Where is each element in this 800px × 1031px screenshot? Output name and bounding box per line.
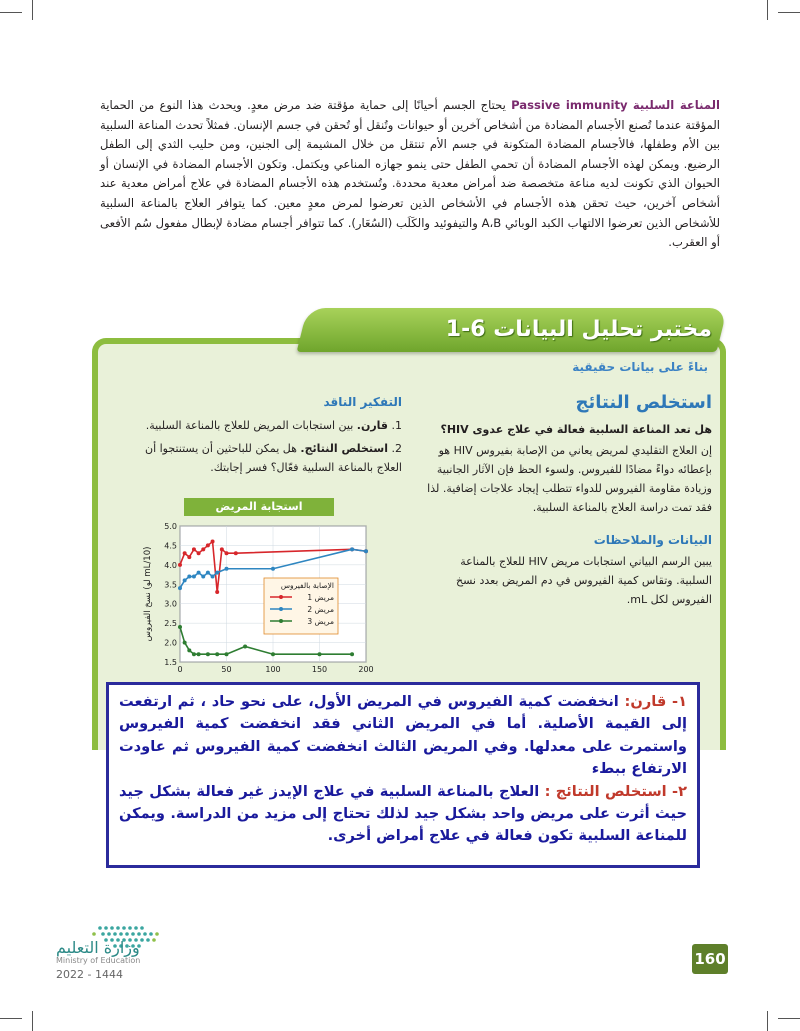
legend-marker [279,619,283,623]
data-point [187,555,191,559]
heading-draw-conclusions: استخلص النتائج [575,392,712,413]
page-number: 160 [692,944,728,974]
legend-marker [279,607,283,611]
data-point [187,575,191,579]
ministry-name-arabic: وزارة التعليم [56,938,140,957]
data-heading: البيانات والملاحظات [593,533,712,547]
item-text: هل يمكن للباحثين أن يستنتجوا أن العلاج بالمناعة السلبية فعّال؟ فسر إجابتك. [145,442,402,474]
data-point [192,652,196,656]
data-point [201,575,205,579]
data-point [183,551,187,555]
data-point [183,641,187,645]
data-point [178,625,182,629]
answer-conclusion-label: ٢- استخلص النتائج : [544,782,687,800]
item-number: 1. [391,419,402,432]
y-axis-label: نسخ الفيروس (لو mL/10) [143,546,153,642]
data-point [225,652,229,656]
data-point [192,547,196,551]
y-tick-label: 4.0 [164,560,177,570]
data-point [197,551,201,555]
data-point [215,590,219,594]
x-tick-label: 100 [265,665,281,674]
legend-label: مريض 2 [307,605,334,614]
data-point [197,652,201,656]
item-text: بين استجابات المريض للعلاج بالمناعة السلبية. [145,419,357,432]
crop-mark [32,0,33,20]
lab-right-column [422,393,712,609]
x-tick-label: 150 [311,665,328,674]
data-point [183,578,187,582]
data-point [215,571,219,575]
legend-marker [279,595,283,599]
edition-year: 2022 - 1444 [56,968,123,981]
data-point [271,567,275,571]
data-point [243,644,247,648]
item-number: 2. [391,442,402,455]
answer-conclusion-text: العلاج بالمناعة السلبية في علاج الإيدز غير فعالة بشكل جيد حيث أثرت على مريض واحد بشكل جيد لذلك تحتاج إلى مزيد من الدراسة. ويمكن للمناعة السلبية تكون فعالة في علاج أمراض أخرى. [119,782,687,845]
question-text: إن العلاج التقليدي لمريض يعاني من الإصابة بفيروس HIV هو بإعطائه دواءً مضادًا للفيروس. ولسوء الحظ فإن الآثار الجانبية وزيادة مقاومة الفيروس للدواء تتطلب إيجاد علاجات إضافية. لذا فقد تمت دراسة العلاج بالمناعة السلبية. [427,444,712,514]
data-point [206,543,210,547]
critical-thinking-heading: التفكير الناقد [323,395,402,409]
term-english: Passive immunity [511,98,628,112]
data-point [271,652,275,656]
data-point [211,540,215,544]
y-tick-label: 5.0 [164,522,177,531]
data-point [225,551,229,555]
question-heading: هل تعد المناعة السلبية فعالة في علاج عدوى HIV؟ [440,423,712,436]
item-label: قارن. [356,419,388,432]
intro-text: يحتاج الجسم أحيانًا إلى حماية مؤقتة ضد مرض معدٍ. ويحدث هذا النوع من الحماية المؤقتة عندما تُصنع الأجسام المضادة من أشخاص آخرين أو حيوانات وتُنقل أو تُحقن في جسم الإنسان. فمثلاً تحدث المناعة السلبية بين الأم وطفلها، فالأجسام المضادة المتكونة في جسم الأم تنتقل من خلال المشيمة إلى الجنين، ومن حليب الثدي إلى الطفل الرضيع. ويمكن لهذه الأجسام المضادة أن تحمي الطفل حتى ينمو جهازه المناعي ويكتمل. وتكون الأجسام المضادة في الإنسان أو الحيوان الذي تكونت لديه مناعة متخصصة ضد أمراض معدية محددة. وتُستخدم هذه الأجسام المضادة في علاج أمراض معدية عند أشخاص آخرين، حيث تحقن هذه الأجسام في الأشخاص الذين تعرضوا لمرض معدٍ معين. كما يتوافر العلاج بالمناعة السلبية للأشخاص الذين تعرضوا الالتهاب الكبد الوبائي A،B والتيفوئيد والكَلَب (السُعَار). كما تتوافر أجسام مضادة لإبطال مفعول سُم الأفعى أو العقرب. [100,98,720,250]
chart-title: استجابة المريض [184,498,334,516]
term-arabic: المناعة السلبية [632,98,720,112]
chart-svg [136,498,376,678]
answer-compare-label: ١- قارن: [624,693,687,710]
y-tick-label: 1.5 [164,658,177,667]
data-point [197,571,201,575]
y-tick-label: 2.0 [164,638,177,648]
data-point [178,563,182,567]
thinking-item-1 [132,416,402,435]
data-point [364,549,368,553]
data-point [201,547,205,551]
intro-paragraph [100,96,720,253]
x-tick-label: 0 [177,665,183,674]
data-point [220,547,224,551]
lab-title: مختبر تحليل البيانات 6-1 [445,317,712,342]
y-tick-label: 2.5 [164,619,177,629]
item-label: استخلص النتائج. [300,442,388,455]
legend-label: مريض 3 [307,617,334,626]
y-tick-label: 3.5 [164,580,177,590]
data-point [225,567,229,571]
data-point [318,652,322,656]
answer-box [106,682,700,868]
lab-subtitle: بناءً على بيانات حقيقية [572,360,708,374]
crop-mark [0,12,22,13]
ministry-name-english: Ministry of Education [56,956,141,965]
x-tick-label: 50 [221,665,232,674]
data-point [206,571,210,575]
patient-response-chart [136,498,376,678]
data-point [211,575,215,579]
data-point [350,547,354,551]
data-point [192,575,196,579]
crop-mark [778,12,800,13]
data-point [187,648,191,652]
crop-mark [767,1011,768,1031]
y-tick-label: 3.0 [164,599,177,609]
data-point [206,652,210,656]
thinking-item-2 [132,439,402,477]
lab-left-column [132,393,402,481]
answer-compare-text: انخفضت كمية الفيروس في المريض الأول، على نحو حاد ، ثم ارتفعت إلى القيمة الأصلية. أما في المريض الثاني فقد انخفضت كمية الفيروس واستمرت على معدلها. وفي المريض الثالث انخفضت كمية الفيروس ثم عاودت الارتفاع ببطء [119,693,687,778]
data-point [350,652,354,656]
crop-mark [0,1018,22,1019]
legend-label: مريض 1 [307,593,334,602]
data-point [215,652,219,656]
crop-mark [32,1011,33,1031]
data-text: يبين الرسم البياني استجابات مريض HIV للعلاج بالمناعة السلبية. وتقاس كمية الفيروس في دم المريض بعدد نسخ الفيروس لكل mL. [455,555,712,606]
crop-mark [778,1018,800,1019]
x-tick-label: 200 [358,665,374,674]
y-tick-label: 4.5 [164,541,177,551]
data-point [178,586,182,590]
legend-title: الإصابة بالفيروس [280,581,334,590]
data-point [234,551,238,555]
crop-mark [767,0,768,20]
